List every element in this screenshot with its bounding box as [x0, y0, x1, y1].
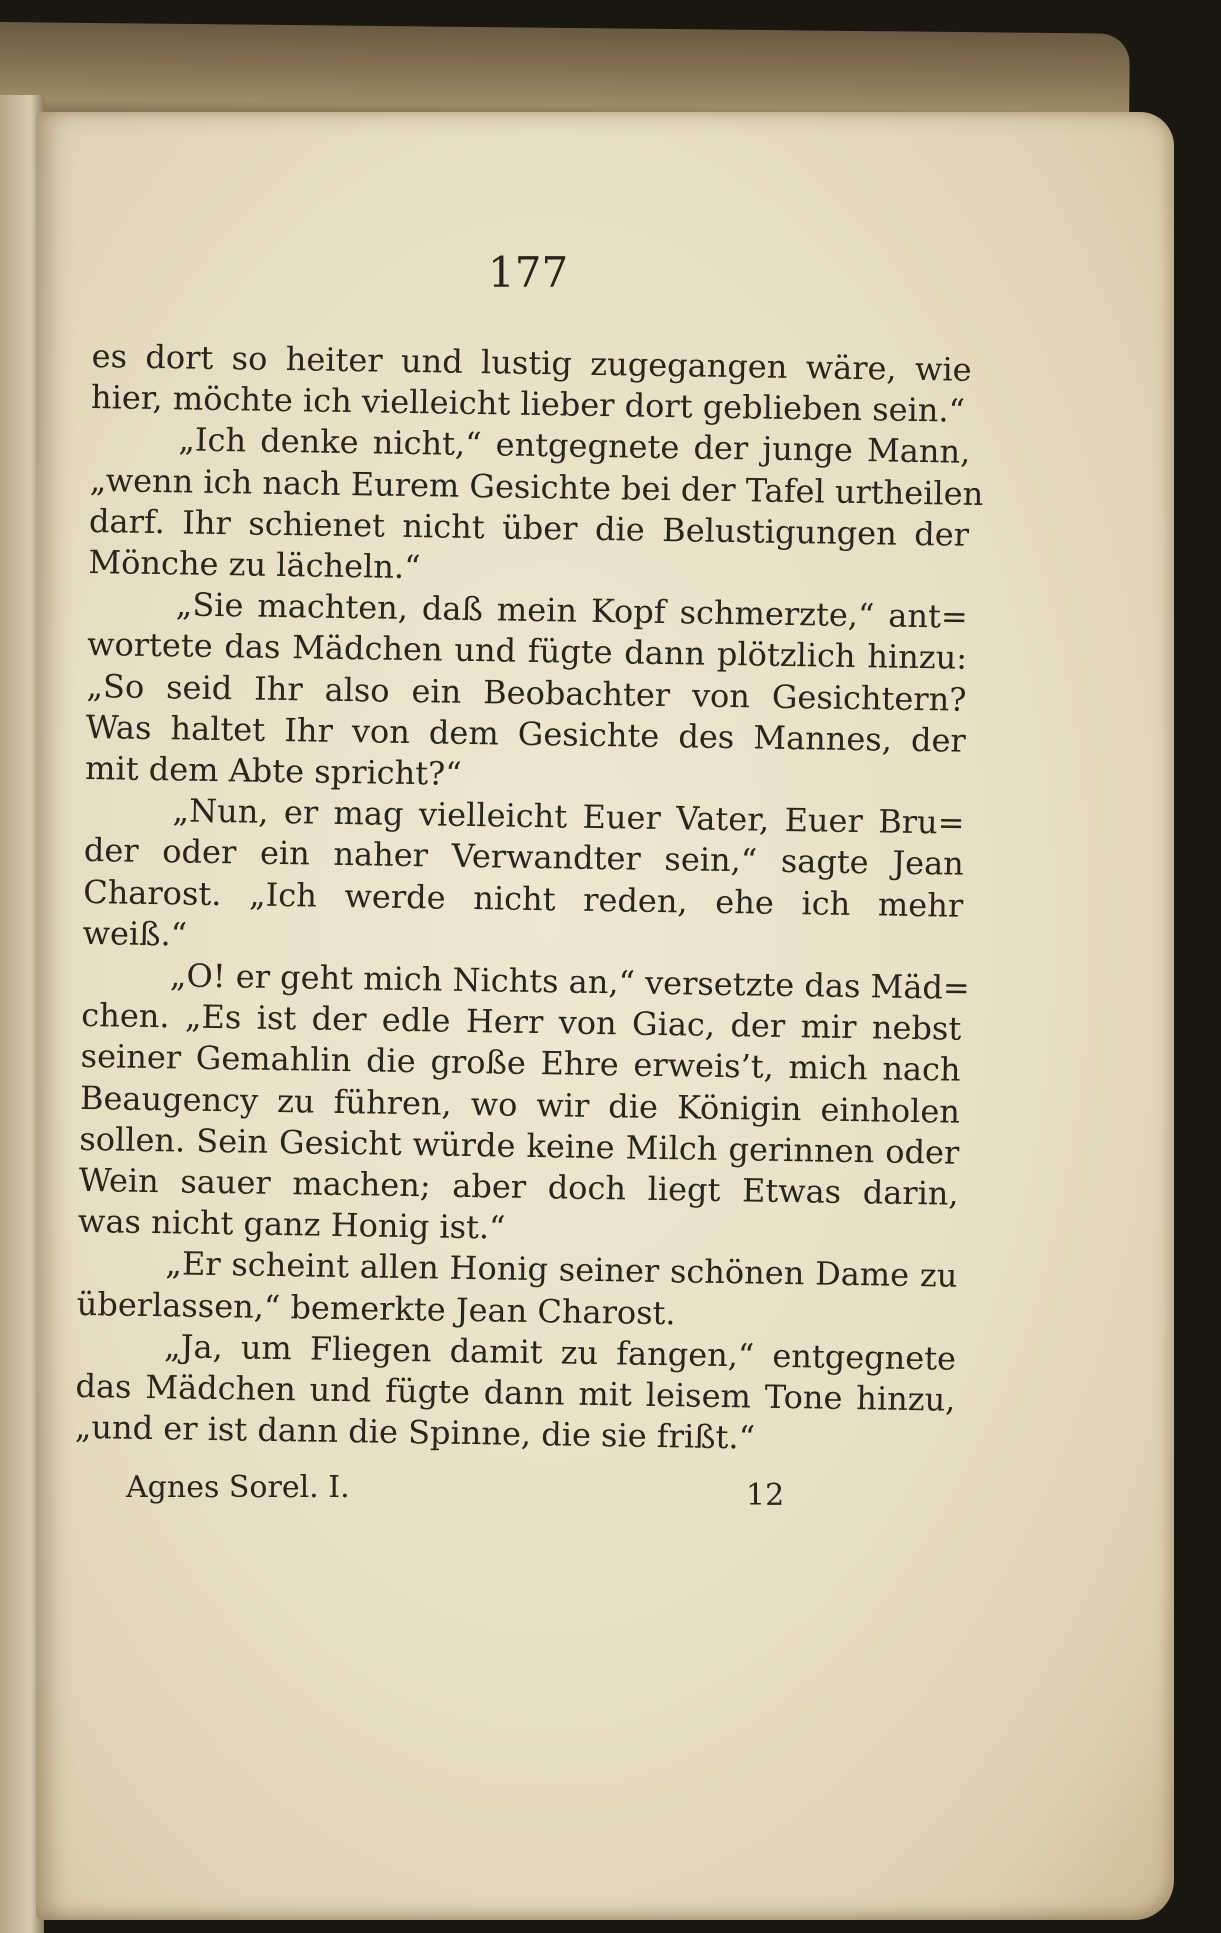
text-line: Beaugency zu führen, wo wir die Königin einholen	[79, 1078, 961, 1131]
text-line: was nicht ganz Honig ist.“	[77, 1202, 506, 1247]
text-line: „wenn ich nach Eurem Gesichte bei der Tafel urtheilen	[89, 460, 984, 513]
text-line: wortete das Mädchen und fügte dann plötzlich hinzu:	[86, 625, 968, 678]
text-line: der oder ein naher Verwandter sein,“ sagte Jean	[83, 831, 965, 884]
text-line: „und er ist dann die Spinne, die sie frißt.“	[74, 1408, 756, 1457]
text-line: darf. Ihr schienet nicht über die Belustigungen der	[88, 501, 970, 554]
text-line: mit dem Abte spricht?“	[84, 748, 462, 793]
text-line: Wein sauer machen; aber doch liegt Etwas darin,	[78, 1160, 959, 1213]
text-line: „Sie machten, daß mein Kopf schmerzte,“ ant=	[175, 585, 968, 637]
page-number: 177	[488, 248, 569, 297]
text-line: „Nun, er mag vielleicht Euer Vater, Euer Bru=	[172, 791, 965, 842]
text-line: überlassen,“ bemerkte Jean Charost.	[76, 1284, 676, 1332]
text-line: „So seid Ihr also ein Beobachter von Gesichtern?	[86, 666, 967, 719]
text-line: Charost. „Ich werde nicht reden, ehe ich mehr	[82, 872, 964, 925]
text-line: Was haltet Ihr von dem Gesichte des Mannes, der	[85, 707, 967, 760]
signature-mark: Agnes Sorel. I.	[126, 1470, 350, 1505]
text-line: „Er scheint allen Honig seiner schönen Dame zu	[165, 1244, 958, 1296]
text-line: hier, möchte ich vielleicht lieber dort geblieben sein.“	[90, 378, 966, 430]
sheet-number: 12	[746, 1478, 785, 1513]
text-line: chen. „Es ist der edle Herr von Giac, der mir nebst	[81, 996, 962, 1048]
text-line: „Ja, um Fliegen damit zu fangen,“ entgegnete	[163, 1327, 957, 1378]
text-line: es dort so heiter und lustig zugegangen wäre, wie	[91, 336, 972, 389]
page-text	[74, 336, 984, 1462]
text-line: Mönche zu lächeln.“	[88, 542, 421, 587]
text-line: weiß.“	[82, 913, 188, 954]
text-line: sollen. Sein Gesicht würde keine Milch gerinnen oder	[79, 1119, 960, 1172]
text-line: das Mädchen und fügte dann mit leisem Tone hinzu,	[75, 1366, 956, 1419]
text-line: „Ich denke nicht,“ entgegnete der junge Mann,	[178, 420, 971, 472]
text-line: „O! er geht mich Nichts an,“ versetzte das Mäd=	[169, 956, 971, 1007]
text-line: seiner Gemahlin die große Ehre erweis’t, mich nach	[80, 1037, 961, 1090]
